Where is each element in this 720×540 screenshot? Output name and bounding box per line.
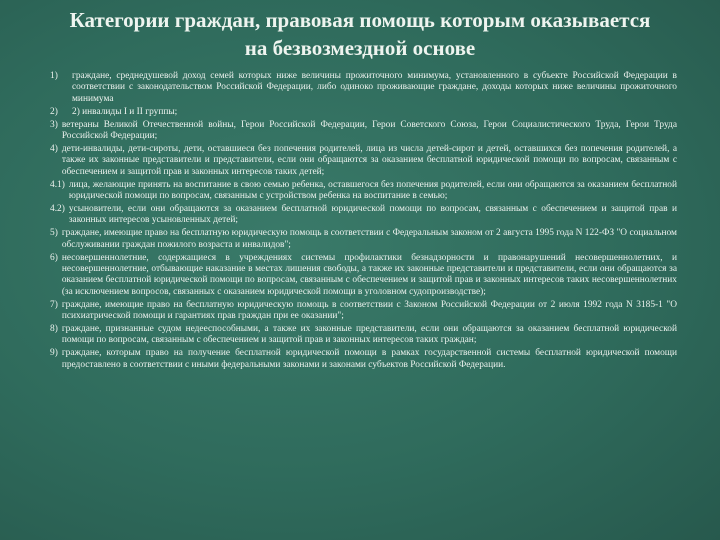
item-text: дети-инвалиды, дети-сироты, дети, оставшиеся без попечения родителей, лица из числа детей-сирот и детей, оставшихся без попечения родителей, а также их законные представители и представители, если они обращаются за оказанием бесплатной юридической помощи по вопросам, связанным с обеспечением и защитой прав и законных интересов таких детей; [61, 143, 677, 177]
list-item [50, 120, 677, 143]
slide-title: Категории граждан, правовая помощь которым оказывается на безвозмездной основе [69, 8, 651, 60]
list-item [50, 180, 677, 203]
item-number: 4.2) [50, 203, 65, 214]
list-item [50, 300, 677, 323]
item-number: 3) [50, 119, 58, 130]
item-number: 4) [50, 143, 58, 154]
list-item [50, 348, 677, 371]
item-text: граждане, которым право на получение бесплатной юридической помощи в рамках государственной системы бесплатной юридической помощи предоставлено в соответствии с иными федеральными законами и законами субъектов Российской Федерации. [61, 348, 677, 370]
item-text: лица, желающие принять на воспитание в свою семью ребенка, оставшегося без попечения родителей, если они обращаются за оказанием бесплатной юридической помощи по вопросам, связанным с устройством ребенка на воспитание в семью; [68, 179, 677, 202]
item-number: 8) [50, 324, 58, 335]
item-text: несовершеннолетние, содержащиеся в учреждениях системы профилактики безнадзорности и правонарушений несовершеннолетних, и несовершеннолетние, отбывающие наказание в местах лишения свободы, а также их законные представители и представители, если они обращаются за оказанием бесплатной юридической помощи по вопросам, связанным с обеспечением и защитой прав и законных интересов таких несовершеннолетних (за исключением вопросов, связанных с оказанием юридической помощи в уголовном судопроизводстве); [61, 252, 677, 297]
item-text: граждане, имеющие право на бесплатную юридическую помощь в соответствии с Федеральным законом от 2 августа 1995 года N 122-ФЗ "О социальном обслуживании граждан пожилого возраста и инвалидов"; [61, 228, 677, 250]
item-number: 7) [50, 299, 58, 310]
item-number: 4.1) [50, 179, 65, 190]
item-number: 6) [50, 252, 58, 263]
item-text: усыновители, если они обращаются за оказанием бесплатной юридической помощи по вопросам, связанным с обеспечением и защитой прав и законных интересов усыновленных детей; [68, 203, 677, 226]
category-list [50, 71, 677, 373]
item-number: 1) [50, 71, 58, 81]
item-text: 2) инвалиды I и II группы; [72, 106, 178, 117]
list-item [50, 144, 677, 178]
item-number: 5) [50, 228, 58, 239]
list-item [50, 107, 677, 118]
list-item [50, 204, 677, 227]
list-item [50, 253, 677, 299]
item-text: граждане, среднедушевой доход семей которых ниже величины прожиточного минимума, установленного в субъекте Российской Федерации в соответствии с законодательством Российской Федерации, либо одиноко проживающие граждане, доходы которых ниже величины прожиточного минимума [72, 71, 677, 104]
list-item [50, 324, 677, 347]
item-text: граждане, имеющие право на бесплатную юридическую помощь в соответствии с Законом Российской Федерации от 2 июля 1992 года N 3185-1 "О психиатрической помощи и гарантиях прав граждан при ее оказании"; [61, 299, 677, 322]
list-item [50, 228, 677, 251]
item-text: ветераны Великой Отечественной войны, Герои Российской Федерации, Герои Советского Союза, Герои Социалистического Труда, Герои Труда Российской Федерации; [61, 119, 677, 142]
item-text: граждане, признанные судом недееспособными, а также их законные представители, если они обращаются за оказанием бесплатной юридической помощи по вопросам, связанным с обеспечением и защитой прав и законных интересов таких граждан; [61, 324, 677, 346]
item-number: 2) [50, 106, 58, 117]
item-number: 9) [50, 348, 58, 359]
list-item [50, 71, 677, 105]
